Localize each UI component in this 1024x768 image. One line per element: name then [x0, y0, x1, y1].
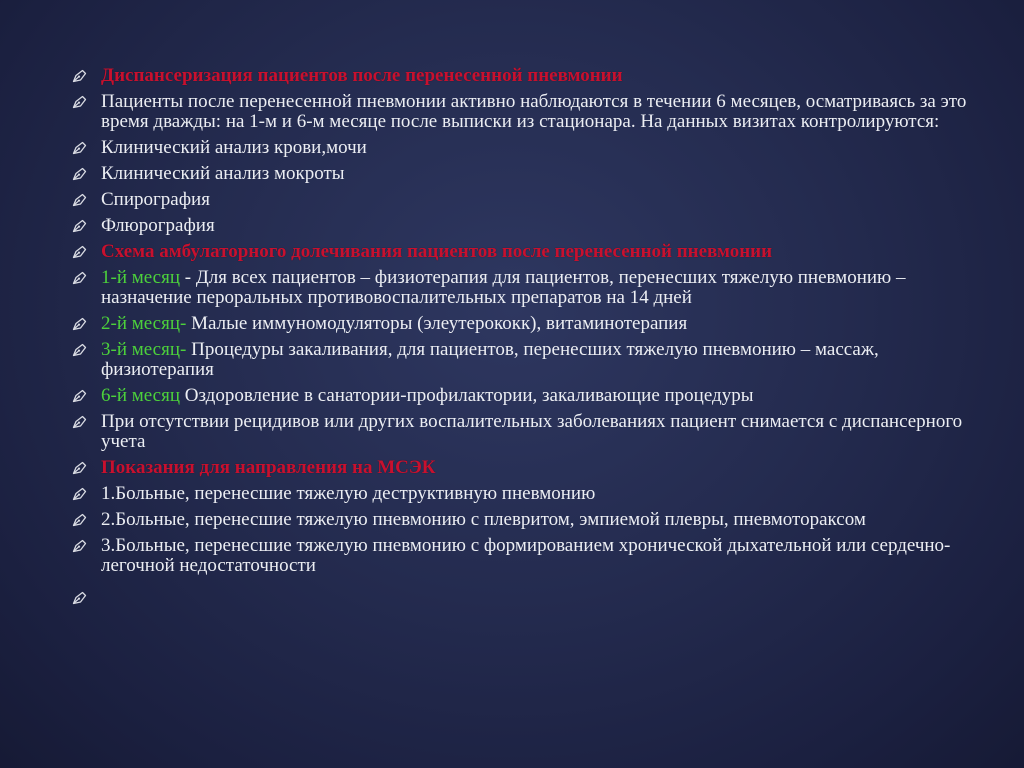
pen-nib-bullet-icon: [70, 386, 101, 406]
list-item: [70, 138, 970, 158]
list-item-text: Клинический анализ крови,мочи: [101, 137, 367, 158]
list-item-heading-msek: [70, 458, 970, 478]
pen-nib-bullet-icon: [70, 588, 101, 608]
list-item-text: Клинический анализ мокроты: [101, 163, 345, 184]
list-item-text: [101, 314, 970, 334]
pen-nib-bullet-icon: [70, 268, 101, 288]
section-heading: Схема амбулаторного долечивания пациентов после перенесенной пневмонии: [101, 241, 773, 262]
section-heading: Диспансеризация пациентов после перенесенной пневмонии: [101, 65, 623, 86]
list-item-text: 3.Больные, перенесшие тяжелую пневмонию с формированием хронической дыхательной или сердечно-легочной недостаточности: [101, 535, 951, 576]
list-item-month-2: [70, 314, 970, 334]
list-item-text: 2.Больные, перенесшие тяжелую пневмонию с плевритом, эмпиемой плевры, пневмотораксом: [101, 509, 866, 530]
list-item-text: [101, 340, 970, 380]
pen-nib-bullet-icon: [70, 66, 101, 86]
list-item-month-3: [70, 340, 970, 380]
month-label: 1-й месяц: [101, 267, 181, 288]
pen-nib-bullet-icon: [70, 458, 101, 478]
list-item: [70, 510, 970, 530]
pen-nib-bullet-icon: [70, 536, 101, 556]
pen-nib-bullet-icon: [70, 138, 101, 158]
list-item-month-6: [70, 386, 970, 406]
pen-nib-bullet-icon: [70, 340, 101, 360]
month-description: Оздоровление в санатории-профилактории, закаливающие процедуры: [180, 385, 754, 406]
list-item-text: Спирография: [101, 189, 210, 210]
list-item-text: При отсутствии рецидивов или других воспалительных заболеваниях пациент снимается с диспансерного учета: [101, 411, 963, 452]
month-description: - Для всех пациентов – физиотерапия для пациентов, перенесших тяжелую пневмонию – назначение пероральных противовоспалительных препаратов на 14 дней: [101, 267, 906, 308]
pen-nib-bullet-icon: [70, 314, 101, 334]
list-item: [70, 190, 970, 210]
pen-nib-bullet-icon: [70, 164, 101, 184]
list-item: [70, 412, 970, 452]
pen-nib-bullet-icon: [70, 242, 101, 262]
list-item-text: [101, 268, 970, 308]
month-label: 3-й месяц-: [101, 339, 187, 360]
list-item-text: [101, 386, 970, 406]
pen-nib-bullet-icon: [70, 484, 101, 504]
pen-nib-bullet-icon: [70, 412, 101, 432]
list-item: [70, 484, 970, 504]
section-heading: Показания для направления на МСЭК: [101, 457, 436, 478]
list-item: [70, 216, 970, 236]
slide-content: [70, 66, 970, 608]
pen-nib-bullet-icon: [70, 190, 101, 210]
list-item-empty: [70, 588, 970, 608]
list-item: [70, 92, 970, 132]
month-description: Малые иммуномодуляторы (элеутерококк), витаминотерапия: [186, 313, 688, 334]
month-label: 6-й месяц: [101, 385, 181, 406]
pen-nib-bullet-icon: [70, 510, 101, 530]
pen-nib-bullet-icon: [70, 216, 101, 236]
month-label: 2-й месяц-: [101, 313, 187, 334]
list-item-month-1: [70, 268, 970, 308]
list-item: [70, 536, 970, 576]
list-item-text: Флюрография: [101, 215, 215, 236]
pen-nib-bullet-icon: [70, 92, 101, 112]
list-item-text: Пациенты после перенесенной пневмонии активно наблюдаются в течении 6 месяцев, осматриваясь за это время дважды: на 1-м и 6-м месяце после выписки из стационара. На данных визитах контролируются:: [101, 91, 967, 132]
list-item: [70, 164, 970, 184]
month-description: Процедуры закаливания, для пациентов, перенесших тяжелую пневмонию – массаж, физиотерапия: [101, 339, 879, 380]
list-item-text: 1.Больные, перенесшие тяжелую деструктивную пневмонию: [101, 483, 596, 504]
list-item-heading-dispensary: [70, 66, 970, 86]
list-item-heading-scheme: [70, 242, 970, 262]
